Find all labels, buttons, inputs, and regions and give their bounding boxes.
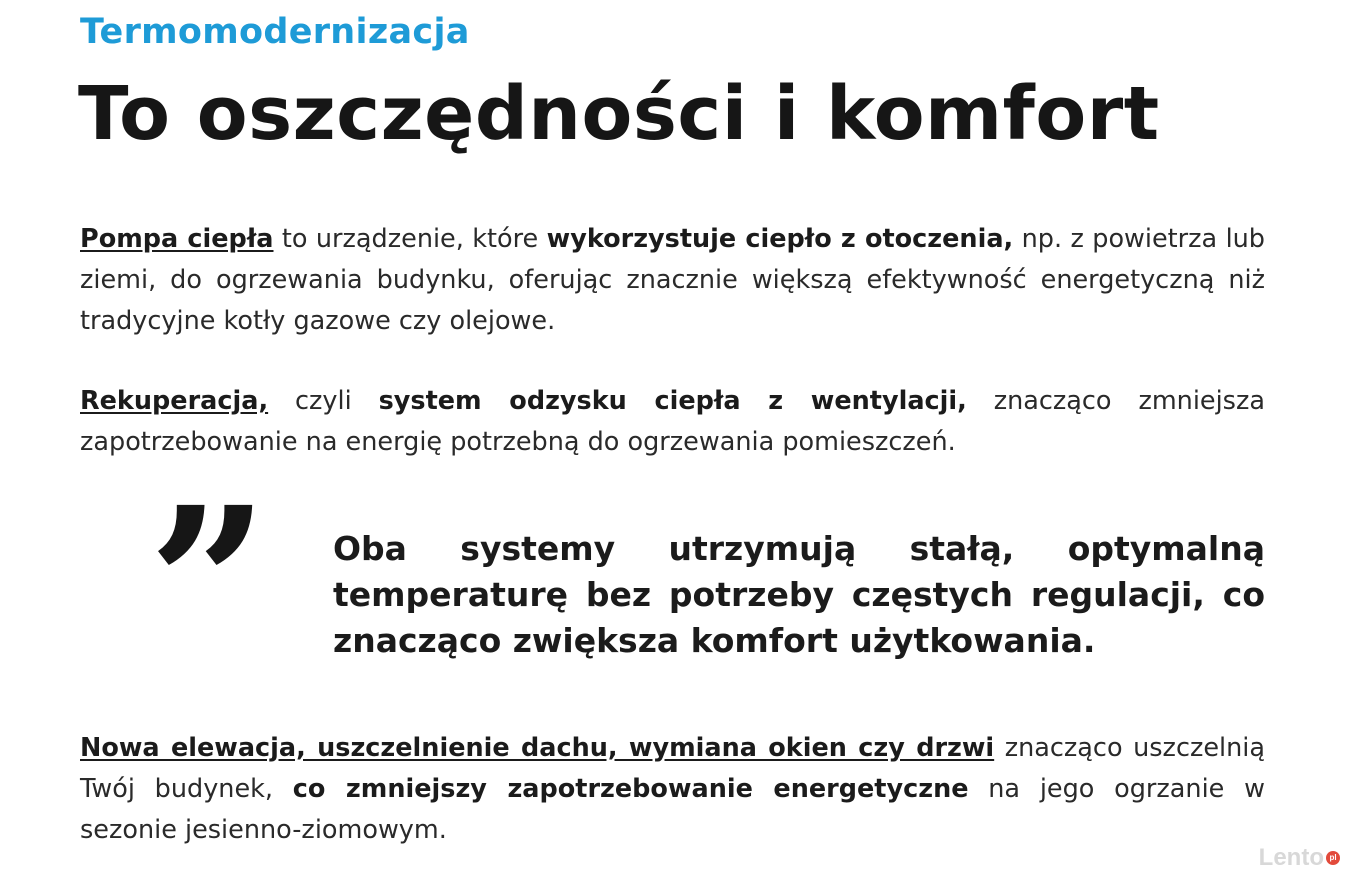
term-recuperation: Rekuperacja, [80, 386, 269, 416]
paragraph-facade [80, 728, 1265, 851]
term-heat-pump: Pompa ciepła [80, 224, 274, 254]
pull-quote: Oba systemy utrzymują stałą, optymalną temperaturę bez potrzeby częstych regulacji, co znacząco zwiększa komfort użytkowania. [333, 529, 1265, 660]
paragraph-text: czyli [268, 386, 379, 416]
paragraph-heat-pump [80, 219, 1265, 342]
paragraph-highlight: wykorzystuje ciepło z otoczenia, [546, 224, 1014, 254]
paragraph-highlight: system odzysku ciepła z wentylacji, [378, 386, 967, 416]
paragraph-recuperation [80, 381, 1265, 463]
paragraph-text: znacząco uszczelnią Twój budynek, [80, 733, 1265, 804]
watermark-logo [1259, 844, 1340, 872]
quote-mark-icon: ” [148, 461, 269, 708]
paragraph-text: to urządzenie, które [273, 224, 547, 254]
watermark-brand: Lento [1258, 844, 1324, 871]
paragraph-text: np. z powietrza lub ziemi, do ogrzewania budynku, oferując znacznie większą efektywność energetyczną niż tradycyjne kotły gazowe czy olejowe. [80, 224, 1265, 336]
page-title: To oszczędności i komfort [78, 71, 1160, 157]
paragraph-text: na jego ogrzanie w sezonie jesienno-ziomowym. [80, 774, 1265, 845]
paragraph-highlight: co zmniejszy zapotrzebowanie energetyczne [292, 774, 969, 804]
section-eyebrow: Termomodernizacja [80, 12, 470, 52]
watermark-badge: pl [1326, 851, 1340, 865]
term-facade: Nowa elewacja, uszczelnienie dachu, wymiana okien czy drzwi [80, 733, 995, 763]
paragraph-text: znacząco zmniejsza zapotrzebowanie na energię potrzebną do ogrzewania pomieszczeń. [80, 386, 1265, 457]
